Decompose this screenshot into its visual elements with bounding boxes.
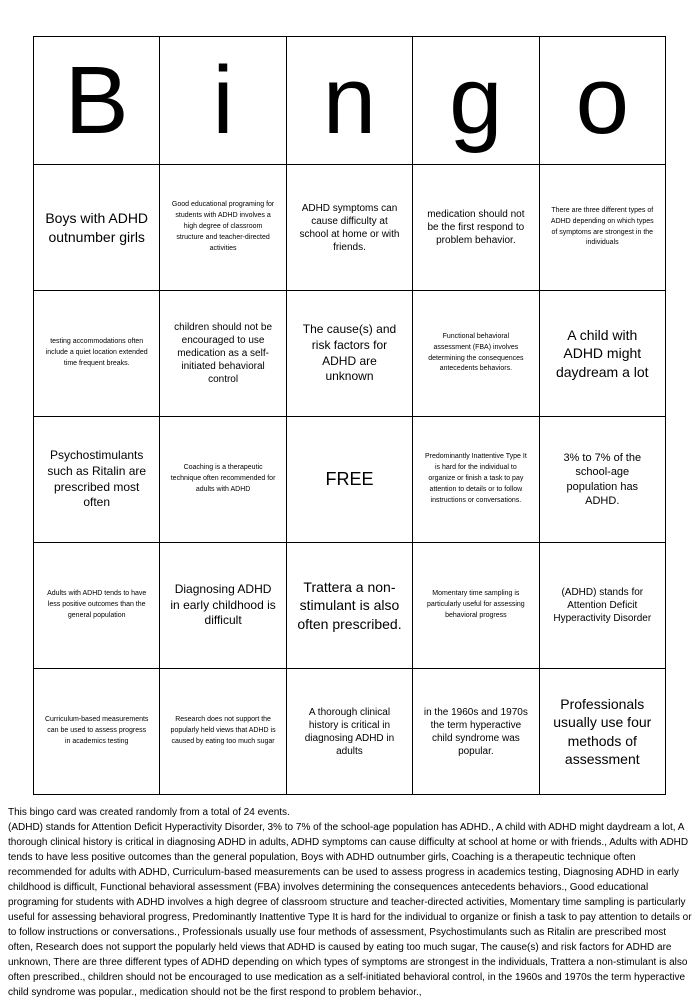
cell-text: children should not be encouraged to use medication as a self-initiated behavioral control — [174, 322, 273, 385]
bingo-cell — [160, 291, 286, 417]
free-cell — [286, 417, 412, 543]
cell-text: There are three different types of ADHD depending on which types of symptoms are strongest in the individuals — [550, 206, 654, 247]
bingo-cell — [286, 165, 412, 291]
cell-text: The cause(s) and risk factors for ADHD are unknown — [302, 322, 397, 384]
cell-text: Good educational programing for students with ADHD involves a high degree of classroom structure and teacher-directed activities — [171, 201, 275, 252]
header-cell — [160, 37, 286, 165]
bingo-card — [33, 36, 666, 795]
bingo-cell — [286, 669, 412, 795]
header-letter: g — [449, 46, 503, 154]
header-cell — [539, 37, 665, 165]
bingo-cell — [539, 669, 665, 795]
header-letter: o — [575, 46, 629, 154]
bingo-cell — [286, 291, 412, 417]
bingo-cell — [160, 669, 286, 795]
cell-text: Trattera a non-stimulant is also often prescribed. — [297, 579, 402, 632]
header-cell — [34, 37, 160, 165]
footer-text — [8, 805, 692, 1000]
bingo-cell — [413, 165, 539, 291]
cell-text: ADHD symptoms can cause difficulty at school at home or with friends. — [299, 202, 400, 253]
cell-text: testing accommodations often include a quiet location extended time frequent breaks. — [45, 338, 148, 367]
cell-text: 3% to 7% of the school-age population has ADHD. — [563, 451, 642, 507]
cell-text: Psychostimulants such as Ritalin are prescribed most often — [47, 448, 147, 510]
bingo-cell — [539, 417, 665, 543]
cell-text: Adults with ADHD tends to have less positive outcomes than the general population — [47, 590, 147, 619]
grid-row — [34, 165, 666, 291]
cell-text: A child with ADHD might daydream a lot — [555, 327, 649, 380]
cell-text: (ADHD) stands for Attention Deficit Hyperactivity Disorder — [553, 587, 652, 624]
cell-text: Research does not support the popularly held views that ADHD is caused by eating too much sugar — [170, 716, 276, 745]
bingo-cell — [413, 669, 539, 795]
bingo-cell — [539, 165, 665, 291]
bingo-cell — [413, 543, 539, 669]
footer-events: (ADHD) stands for Attention Deficit Hyperactivity Disorder, 3% to 7% of the school-age population has ADHD., A child with ADHD might daydream a lot, A thorough clinical history is critical in diagnosing ADHD in adults, ADHD symptoms can cause difficulty at school at home or with friends., Adults with ADHD tends to have less positive outcomes than the general population, Boys with ADHD outnumber girls, Coaching is a therapeutic technique often recommended for adults with ADHD, Curriculum-based measurements can be used to assess progress in academics testing, Diagnosing ADHD in early childhood is difficult, Functional behavioral assessment (FBA) involves determining the consequences antecedents behaviors., Good educational programing for students with ADHD involves a high degree of classroom structure and teacher-directed activities, Momentary time sampling is particularly useful for assessing behavioral progress, Predominantly Inattentive Type It is hard for the individual to organize or finish a task to pay attention to details or to follow instructions or conversations., Professionals usually use four methods of assessment, Psychostimulants such as Ritalin are prescribed most often, Research does not support the popularly held views that ADHD is caused by eating too much sugar, The cause(s) and risk factors for ADHD are unknown, There are three different types of ADHD depending on which types of symptoms are strongest in the individuals, Trattera a non-stimulant is also often prescribed., children should not be encouraged to use medication as a self-initiated behavioral control, in the 1960s and 1970s the term hyperactive child syndrome was popular., medication should not be the first respond to problem behavior., — [8, 822, 692, 998]
header-letter: n — [322, 46, 377, 154]
cell-text: medication should not be the first respond to problem behavior. — [427, 209, 525, 246]
free-space: FREE — [325, 469, 374, 490]
cell-text: Professionals usually use four methods of assessment — [553, 696, 652, 767]
cell-text: A thorough clinical history is critical in diagnosing ADHD in adults — [304, 706, 395, 757]
grid-row — [34, 669, 666, 795]
bingo-grid — [33, 36, 666, 795]
header-cell — [413, 37, 539, 165]
cell-text: Predominantly Inattentive Type It is hard for the individual to organize or finish a task to pay attention to details or to follow instructions or conversations. — [424, 453, 527, 504]
cell-text: Diagnosing ADHD in early childhood is difficult — [170, 582, 276, 628]
bingo-cell — [413, 417, 539, 543]
bingo-cell — [34, 291, 160, 417]
bingo-cell — [34, 543, 160, 669]
bingo-cell — [413, 291, 539, 417]
cell-text: Functional behavioral assessment (FBA) involves determining the consequences antecedents behaviors. — [428, 332, 524, 373]
header-cell — [286, 37, 412, 165]
header-letter: i — [212, 46, 234, 154]
header-letter: B — [64, 46, 129, 154]
bingo-cell — [34, 669, 160, 795]
grid-row — [34, 543, 666, 669]
bingo-cell — [160, 417, 286, 543]
grid-row — [34, 291, 666, 417]
bingo-cell — [539, 291, 665, 417]
bingo-cell — [160, 543, 286, 669]
bingo-cell — [286, 543, 412, 669]
header-row — [34, 37, 666, 165]
cell-text: in the 1960s and 1970s the term hyperactive child syndrome was popular. — [423, 706, 528, 757]
cell-text: Curriculum-based measurements can be used to assess progress in academics testing — [44, 716, 149, 745]
footer-intro: This bingo card was created randomly from a total of 24 events. — [8, 807, 290, 818]
bingo-cell — [34, 165, 160, 291]
cell-text: Momentary time sampling is particularly useful for assessing behavioral progress — [427, 590, 525, 619]
cell-text: Boys with ADHD outnumber girls — [45, 210, 149, 245]
bingo-cell — [539, 543, 665, 669]
grid-row — [34, 417, 666, 543]
bingo-cell — [34, 417, 160, 543]
cell-text: Coaching is a therapeutic technique often recommended for adults with ADHD — [170, 464, 276, 493]
bingo-cell — [160, 165, 286, 291]
